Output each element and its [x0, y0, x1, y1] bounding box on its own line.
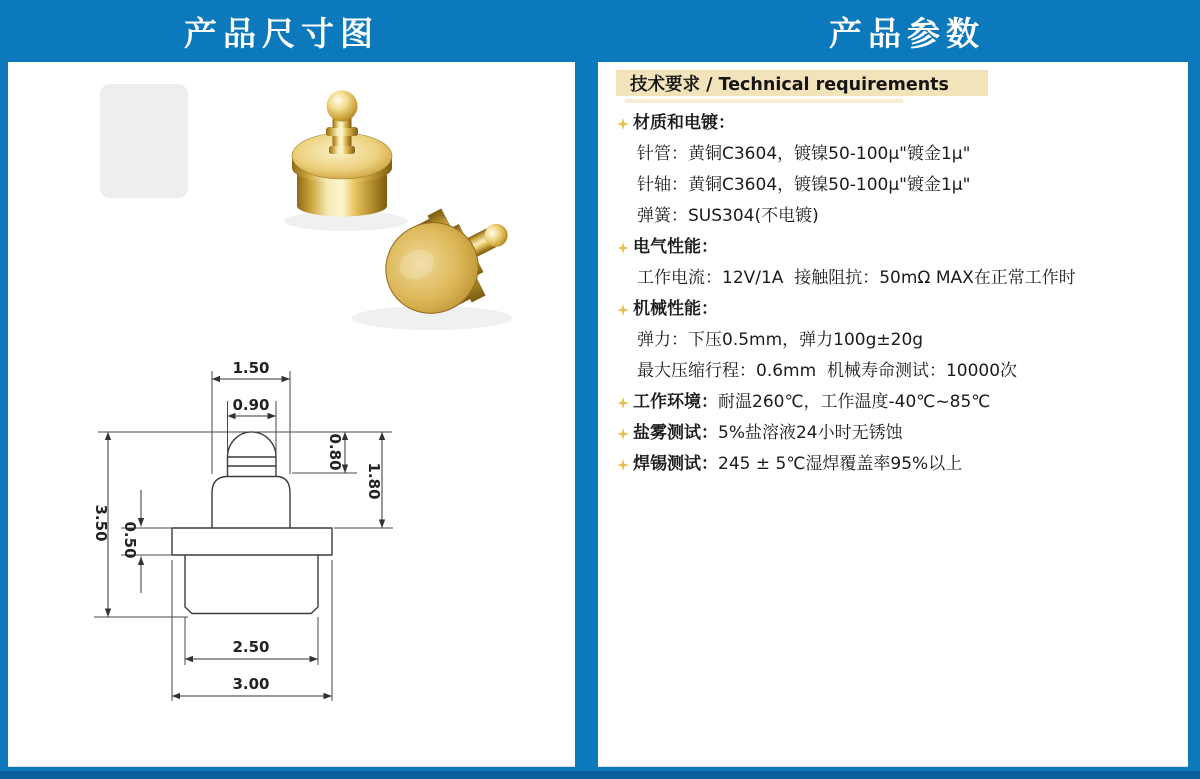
dimension-drawing [60, 340, 500, 740]
photo-light-patch [100, 84, 188, 198]
section-material-heading: 材质和电镀： [618, 108, 1178, 139]
dim-label-total-height: 3.50 [92, 504, 110, 542]
section-salt-spray: 盐雾测试：5%盐溶液24小时无锈蚀 [618, 418, 1178, 449]
spec-line: 弹力：下压0.5mm，弹力100g±20g [637, 330, 924, 350]
dim-label-plunger-height: 1.80 [365, 462, 383, 500]
dim-label-tip-height: 0.80 [326, 433, 344, 471]
spec-line: 针轴：黄铜C3604，镀镍50-100μ"镀金1μ" [637, 175, 971, 195]
sparkle-bullet-icon [617, 397, 629, 409]
sparkle-bullet-icon [617, 118, 629, 130]
dimension-panel [8, 62, 575, 767]
left-panel-title: 产品尺寸图 [184, 13, 379, 53]
sparkle-bullet-icon [617, 242, 629, 254]
sparkle-bullet-icon [617, 459, 629, 471]
product-photo [80, 70, 570, 350]
dim-label-flange-height: 0.50 [121, 521, 139, 559]
spec-line: 工作电流：12V/1A 接触阻抗：50mΩ MAX在正常工作时 [637, 268, 1076, 288]
dim-label-flange-width: 3.00 [232, 675, 270, 693]
dim-label-tip-width: 0.90 [232, 396, 270, 414]
section-solder-test: 焊锡测试：245 ± 5℃湿焊覆盖率95%以上 [618, 449, 1178, 480]
pogo-pin-upright [284, 91, 408, 232]
technical-requirements-list [618, 108, 1178, 480]
sparkle-bullet-icon [617, 428, 629, 440]
bottom-stripe [0, 771, 1200, 779]
tech-requirements-title: 技术要求 / Technical requirements [630, 74, 949, 95]
pin-outline [172, 432, 332, 614]
right-panel-title: 产品参数 [829, 13, 985, 53]
section-environment: 工作环境：耐温260℃，工作温度-40℃~85℃ [618, 387, 1178, 418]
spec-line: 弹簧：SUS304(不电镀) [637, 206, 819, 226]
spec-line: 最大压缩行程：0.6mm 机械寿命测试：10000次 [637, 361, 1018, 381]
section-mechanical-heading: 机械性能： [618, 294, 1178, 325]
section-electrical-heading: 电气性能： [618, 232, 1178, 263]
tech-requirements-band [616, 70, 988, 96]
sparkle-bullet-icon [617, 304, 629, 316]
dim-label-plunger-width: 1.50 [232, 359, 270, 377]
dim-label-body-width: 2.50 [232, 638, 270, 656]
parameters-panel [598, 62, 1188, 767]
spec-line: 针管：黄铜C3604，镀镍50-100μ"镀金1μ" [637, 144, 971, 164]
band-underline [625, 99, 903, 103]
